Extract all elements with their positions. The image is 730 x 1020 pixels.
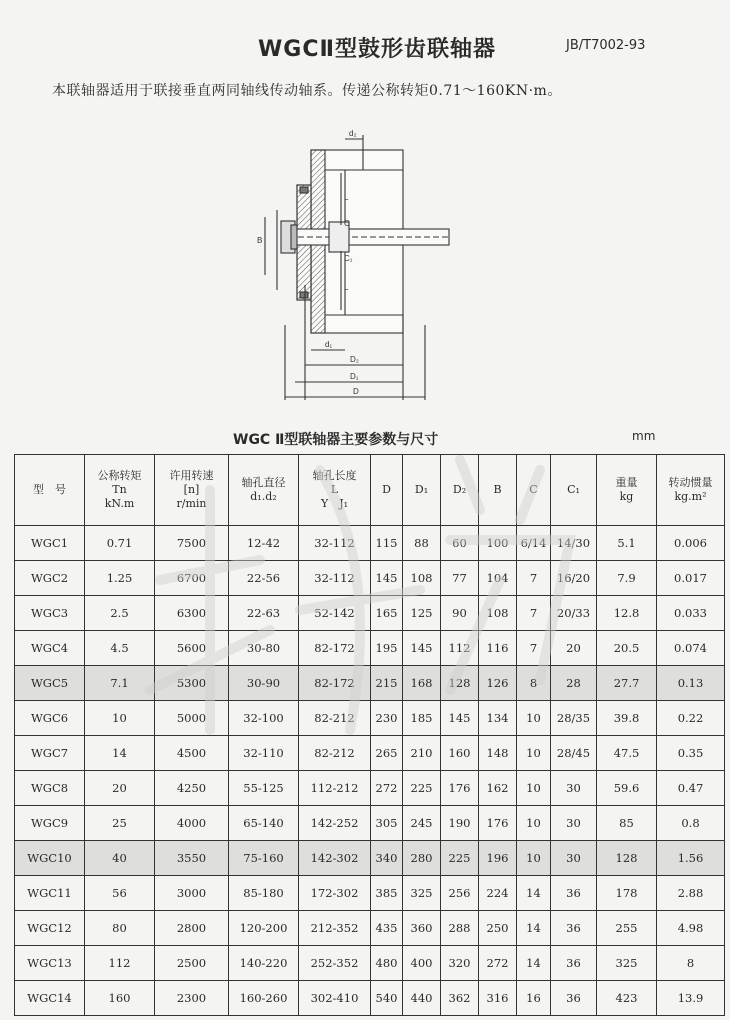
table-cell: 60 bbox=[441, 526, 479, 561]
table-cell: 6700 bbox=[155, 561, 229, 596]
column-header-line: Tn bbox=[112, 483, 127, 496]
table-cell: 65-140 bbox=[229, 806, 299, 841]
column-header bbox=[517, 455, 551, 526]
table-cell: 224 bbox=[479, 876, 517, 911]
table-cell: 2.88 bbox=[657, 876, 725, 911]
table-cell: 210 bbox=[403, 736, 441, 771]
table-cell: 36 bbox=[551, 876, 597, 911]
table-cell: 5000 bbox=[155, 701, 229, 736]
description-text: 本联轴器适用于联接垂直两同轴线传动轴系。传递公称转矩0.71～160KN·m。 bbox=[52, 83, 562, 99]
table-cell: 77 bbox=[441, 561, 479, 596]
table-cell: 272 bbox=[479, 946, 517, 981]
table-cell: 12.8 bbox=[597, 596, 657, 631]
table-row bbox=[15, 771, 725, 806]
table-cell: 20 bbox=[551, 631, 597, 666]
table-cell: 225 bbox=[403, 771, 441, 806]
table-cell: 7 bbox=[517, 631, 551, 666]
column-header-line: D₂ bbox=[452, 483, 467, 496]
table-cell: WGC1 bbox=[15, 526, 85, 561]
table-cell: 30-90 bbox=[229, 666, 299, 701]
table-cell: 112-212 bbox=[299, 771, 371, 806]
table-cell: 4.5 bbox=[85, 631, 155, 666]
column-header-line: kN.m bbox=[104, 497, 135, 510]
table-cell: WGC5 bbox=[15, 666, 85, 701]
table-cell: 225 bbox=[441, 841, 479, 876]
table-cell: 540 bbox=[371, 981, 403, 1016]
table-row bbox=[15, 911, 725, 946]
table-cell: 10 bbox=[517, 701, 551, 736]
column-header-line: 转动惯量 bbox=[668, 476, 713, 489]
table-cell: WGC10 bbox=[15, 841, 85, 876]
table-cell: 1.25 bbox=[85, 561, 155, 596]
table-row bbox=[15, 981, 725, 1016]
table-cell: 212-352 bbox=[299, 911, 371, 946]
column-header-line: kg.m² bbox=[674, 490, 707, 503]
table-cell: 82-212 bbox=[299, 736, 371, 771]
table-cell: 36 bbox=[551, 911, 597, 946]
column-header bbox=[479, 455, 517, 526]
table-cell: 305 bbox=[371, 806, 403, 841]
label-C1: C₁ bbox=[344, 254, 353, 263]
table-cell: 2.5 bbox=[85, 596, 155, 631]
table-cell: 2800 bbox=[155, 911, 229, 946]
table-cell: WGC4 bbox=[15, 631, 85, 666]
table-cell: 52-142 bbox=[299, 596, 371, 631]
table-cell: 6300 bbox=[155, 596, 229, 631]
table-cell: 40 bbox=[85, 841, 155, 876]
column-header-line: 轴孔长度 bbox=[312, 469, 357, 482]
label-C: C bbox=[344, 219, 350, 228]
table-cell: 20 bbox=[85, 771, 155, 806]
table-cell: 7.9 bbox=[597, 561, 657, 596]
table-cell: 265 bbox=[371, 736, 403, 771]
table-cell: 115 bbox=[371, 526, 403, 561]
table-cell: 252-352 bbox=[299, 946, 371, 981]
table-row bbox=[15, 806, 725, 841]
table-cell: 190 bbox=[441, 806, 479, 841]
label-D: D bbox=[353, 387, 359, 396]
table-cell: 145 bbox=[371, 561, 403, 596]
table-cell: 16/20 bbox=[551, 561, 597, 596]
table-cell: 112 bbox=[441, 631, 479, 666]
table-cell: 36 bbox=[551, 946, 597, 981]
table-cell: 85-180 bbox=[229, 876, 299, 911]
table-cell: 16 bbox=[517, 981, 551, 1016]
table-cell: 7 bbox=[517, 596, 551, 631]
table-cell: 104 bbox=[479, 561, 517, 596]
table-cell: 360 bbox=[403, 911, 441, 946]
column-header-line: d₁.d₂ bbox=[250, 490, 277, 503]
table-cell: 20/33 bbox=[551, 596, 597, 631]
table-cell: 168 bbox=[403, 666, 441, 701]
table-cell: 22-56 bbox=[229, 561, 299, 596]
table-cell: 145 bbox=[441, 701, 479, 736]
table-cell: 7 bbox=[517, 561, 551, 596]
column-header-line: 轴孔直径 bbox=[241, 476, 286, 489]
table-cell: 5600 bbox=[155, 631, 229, 666]
column-header bbox=[597, 455, 657, 526]
label-B: B bbox=[257, 236, 263, 245]
table-cell: 1.56 bbox=[657, 841, 725, 876]
table-cell: 10 bbox=[517, 736, 551, 771]
table-cell: 325 bbox=[403, 876, 441, 911]
table-cell: 108 bbox=[479, 596, 517, 631]
table-cell: 3550 bbox=[155, 841, 229, 876]
column-header-line: D bbox=[382, 483, 391, 496]
table-cell: 288 bbox=[441, 911, 479, 946]
table-cell: 0.033 bbox=[657, 596, 725, 631]
table-cell: 0.074 bbox=[657, 631, 725, 666]
table-title: WGC Ⅱ型联轴器主要参数与尺寸 bbox=[233, 432, 439, 448]
table-cell: 82-172 bbox=[299, 631, 371, 666]
table-cell: 2500 bbox=[155, 946, 229, 981]
column-header-line: B bbox=[493, 483, 502, 496]
table-cell: 160 bbox=[85, 981, 155, 1016]
table-cell: 256 bbox=[441, 876, 479, 911]
table-cell: 178 bbox=[597, 876, 657, 911]
table-cell: 14/30 bbox=[551, 526, 597, 561]
table-cell: 185 bbox=[403, 701, 441, 736]
page-title: WGCⅡ型鼓形齿联轴器 bbox=[258, 37, 496, 62]
table-cell: WGC8 bbox=[15, 771, 85, 806]
table-cell: 25 bbox=[85, 806, 155, 841]
table-cell: WGC6 bbox=[15, 701, 85, 736]
label-L-top: L bbox=[344, 193, 349, 202]
column-header-line: C₁ bbox=[567, 483, 580, 496]
table-cell: WGC3 bbox=[15, 596, 85, 631]
table-cell: WGC11 bbox=[15, 876, 85, 911]
table-cell: 32-110 bbox=[229, 736, 299, 771]
table-cell: 80 bbox=[85, 911, 155, 946]
table-cell: 100 bbox=[479, 526, 517, 561]
column-header bbox=[15, 455, 85, 526]
column-header-line: kg bbox=[619, 490, 634, 503]
table-cell: 250 bbox=[479, 911, 517, 946]
table-row bbox=[15, 736, 725, 771]
table-cell: 32-112 bbox=[299, 526, 371, 561]
table-cell: 39.8 bbox=[597, 701, 657, 736]
table-cell: 82-172 bbox=[299, 666, 371, 701]
table-cell: WGC12 bbox=[15, 911, 85, 946]
table-cell: 142-252 bbox=[299, 806, 371, 841]
table-row bbox=[15, 666, 725, 701]
table-cell: 22-63 bbox=[229, 596, 299, 631]
column-header-line: 型 号 bbox=[33, 483, 66, 496]
table-cell: 27.7 bbox=[597, 666, 657, 701]
table-cell: 30 bbox=[551, 771, 597, 806]
table-row bbox=[15, 841, 725, 876]
table-cell: 440 bbox=[403, 981, 441, 1016]
table-cell: 340 bbox=[371, 841, 403, 876]
table-cell: 0.71 bbox=[85, 526, 155, 561]
table-cell: 362 bbox=[441, 981, 479, 1016]
table-cell: 108 bbox=[403, 561, 441, 596]
table-cell: 230 bbox=[371, 701, 403, 736]
table-cell: 3000 bbox=[155, 876, 229, 911]
table-row bbox=[15, 701, 725, 736]
table-cell: 423 bbox=[597, 981, 657, 1016]
table-cell: 112 bbox=[85, 946, 155, 981]
table-row bbox=[15, 946, 725, 981]
table-cell: 172-302 bbox=[299, 876, 371, 911]
table-cell: WGC7 bbox=[15, 736, 85, 771]
table-cell: 160-260 bbox=[229, 981, 299, 1016]
table-cell: 10 bbox=[85, 701, 155, 736]
table-cell: 85 bbox=[597, 806, 657, 841]
table-cell: 128 bbox=[597, 841, 657, 876]
table-cell: 5300 bbox=[155, 666, 229, 701]
table-cell: 32-112 bbox=[299, 561, 371, 596]
column-header bbox=[657, 455, 725, 526]
table-cell: 5.1 bbox=[597, 526, 657, 561]
table-cell: 280 bbox=[403, 841, 441, 876]
table-cell: 128 bbox=[441, 666, 479, 701]
label-D1: D₁ bbox=[350, 372, 359, 381]
table-cell: 120-200 bbox=[229, 911, 299, 946]
column-header-line: 公称转矩 bbox=[97, 469, 142, 482]
table-cell: 4250 bbox=[155, 771, 229, 806]
table-cell: 10 bbox=[517, 771, 551, 806]
coupling-drawing bbox=[245, 125, 455, 410]
table-cell: 215 bbox=[371, 666, 403, 701]
table-cell: 320 bbox=[441, 946, 479, 981]
table-row bbox=[15, 596, 725, 631]
table-cell: 14 bbox=[85, 736, 155, 771]
column-header-line: 重量 bbox=[615, 476, 638, 489]
table-cell: 88 bbox=[403, 526, 441, 561]
table-cell: 14 bbox=[517, 876, 551, 911]
table-cell: 142-302 bbox=[299, 841, 371, 876]
table-cell: 134 bbox=[479, 701, 517, 736]
table-row bbox=[15, 876, 725, 911]
table-cell: 435 bbox=[371, 911, 403, 946]
table-cell: 0.47 bbox=[657, 771, 725, 806]
table-cell: 126 bbox=[479, 666, 517, 701]
table-cell: 400 bbox=[403, 946, 441, 981]
table-cell: 4000 bbox=[155, 806, 229, 841]
table-cell: 8 bbox=[517, 666, 551, 701]
table-cell: 7.1 bbox=[85, 666, 155, 701]
table-cell: 195 bbox=[371, 631, 403, 666]
table-cell: 148 bbox=[479, 736, 517, 771]
column-header bbox=[371, 455, 403, 526]
label-d1: d₁ bbox=[325, 340, 333, 349]
table-row bbox=[15, 526, 725, 561]
table-cell: 162 bbox=[479, 771, 517, 806]
column-header-line: 许用转速 bbox=[169, 469, 214, 482]
table-cell: 10 bbox=[517, 806, 551, 841]
table-cell: 13.9 bbox=[657, 981, 725, 1016]
table-cell: 28/45 bbox=[551, 736, 597, 771]
table-cell: 14 bbox=[517, 946, 551, 981]
table-cell: WGC13 bbox=[15, 946, 85, 981]
table-cell: 0.13 bbox=[657, 666, 725, 701]
table-cell: 90 bbox=[441, 596, 479, 631]
standard-number: JB/T7002-93 bbox=[566, 38, 646, 53]
table-cell: 12-42 bbox=[229, 526, 299, 561]
table-row bbox=[15, 631, 725, 666]
column-header-line: [n] bbox=[183, 483, 200, 496]
label-L-bottom: L bbox=[344, 283, 349, 292]
table-cell: 0.8 bbox=[657, 806, 725, 841]
table-cell: 7500 bbox=[155, 526, 229, 561]
table-cell: WGC14 bbox=[15, 981, 85, 1016]
table-cell: 480 bbox=[371, 946, 403, 981]
table-cell: 28/35 bbox=[551, 701, 597, 736]
table-cell: 47.5 bbox=[597, 736, 657, 771]
table-cell: 20.5 bbox=[597, 631, 657, 666]
table-cell: 6/14 bbox=[517, 526, 551, 561]
column-header bbox=[299, 455, 371, 526]
table-cell: 4500 bbox=[155, 736, 229, 771]
table-cell: 165 bbox=[371, 596, 403, 631]
table-cell: 14 bbox=[517, 911, 551, 946]
table-cell: 140-220 bbox=[229, 946, 299, 981]
table-cell: 32-100 bbox=[229, 701, 299, 736]
column-header bbox=[229, 455, 299, 526]
table-cell: 245 bbox=[403, 806, 441, 841]
table-cell: WGC9 bbox=[15, 806, 85, 841]
label-D2: D₂ bbox=[350, 355, 359, 364]
label-d2: d₂ bbox=[349, 129, 357, 138]
table-cell: 30 bbox=[551, 806, 597, 841]
column-header-line: D₁ bbox=[414, 483, 429, 496]
table-header-row bbox=[15, 455, 725, 526]
table-cell: 176 bbox=[441, 771, 479, 806]
parameters-table bbox=[14, 454, 725, 1016]
column-header bbox=[85, 455, 155, 526]
table-cell: 0.35 bbox=[657, 736, 725, 771]
table-cell: 196 bbox=[479, 841, 517, 876]
table-cell: 0.22 bbox=[657, 701, 725, 736]
table-cell: 116 bbox=[479, 631, 517, 666]
table-cell: 75-160 bbox=[229, 841, 299, 876]
table-cell: 30 bbox=[551, 841, 597, 876]
column-header bbox=[441, 455, 479, 526]
table-cell: 55-125 bbox=[229, 771, 299, 806]
column-header-line: L bbox=[330, 483, 339, 496]
table-cell: 316 bbox=[479, 981, 517, 1016]
table-cell: 302-410 bbox=[299, 981, 371, 1016]
table-cell: 2300 bbox=[155, 981, 229, 1016]
table-cell: 8 bbox=[657, 946, 725, 981]
table-row bbox=[15, 561, 725, 596]
column-header-line: C bbox=[529, 483, 538, 496]
table-cell: 0.006 bbox=[657, 526, 725, 561]
unit-label: mm bbox=[632, 429, 656, 443]
column-header bbox=[155, 455, 229, 526]
table-cell: 272 bbox=[371, 771, 403, 806]
table-cell: 4.98 bbox=[657, 911, 725, 946]
table-cell: 82-212 bbox=[299, 701, 371, 736]
table-cell: 59.6 bbox=[597, 771, 657, 806]
column-header-line: r/min bbox=[176, 497, 207, 510]
table-cell: WGC2 bbox=[15, 561, 85, 596]
table-cell: 176 bbox=[479, 806, 517, 841]
column-header bbox=[551, 455, 597, 526]
table-cell: 160 bbox=[441, 736, 479, 771]
table-cell: 125 bbox=[403, 596, 441, 631]
table-cell: 36 bbox=[551, 981, 597, 1016]
column-header-line: Y J₁ bbox=[320, 497, 349, 510]
table-cell: 28 bbox=[551, 666, 597, 701]
table-cell: 255 bbox=[597, 911, 657, 946]
table-cell: 56 bbox=[85, 876, 155, 911]
table-cell: 10 bbox=[517, 841, 551, 876]
table-cell: 30-80 bbox=[229, 631, 299, 666]
table-cell: 385 bbox=[371, 876, 403, 911]
column-header bbox=[403, 455, 441, 526]
table-cell: 325 bbox=[597, 946, 657, 981]
table-cell: 0.017 bbox=[657, 561, 725, 596]
table-cell: 145 bbox=[403, 631, 441, 666]
